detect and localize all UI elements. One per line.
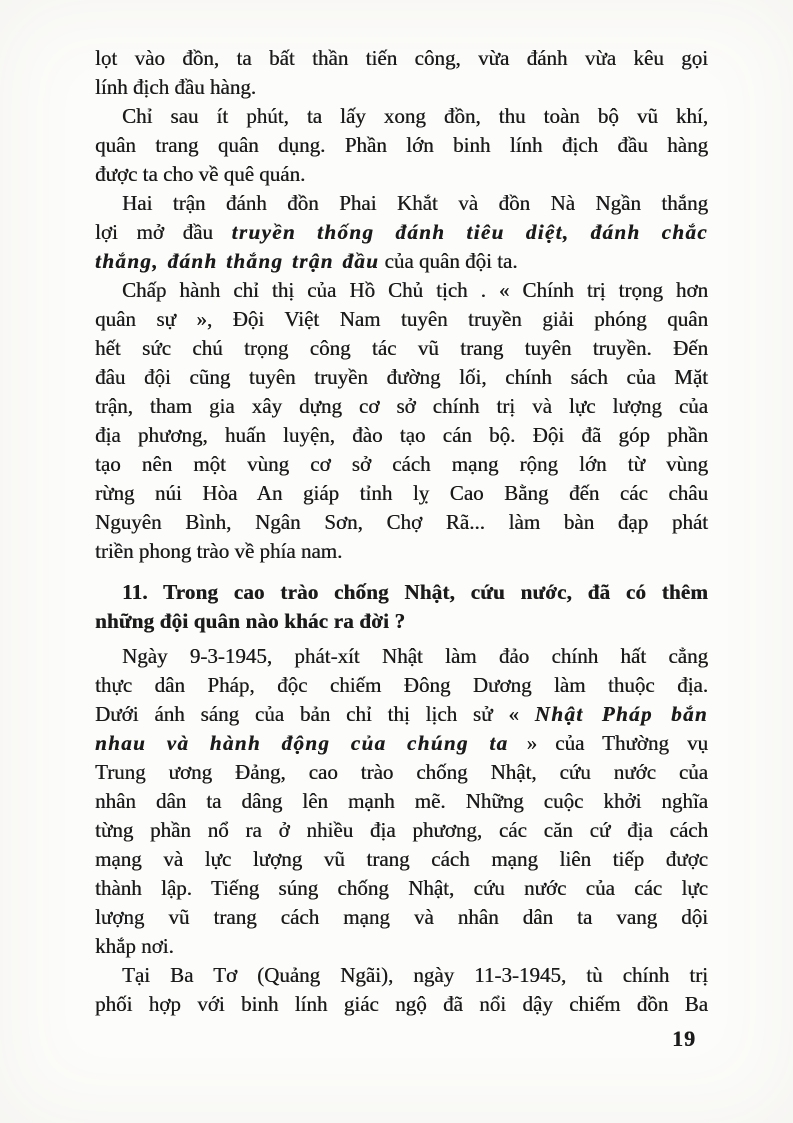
text-line: [95, 903, 708, 932]
body-text: phối hợp với binh lính giác ngộ đã nổi dậy chiếm đồn Ba: [95, 992, 708, 1016]
text-line: [95, 671, 708, 700]
question-heading-line: [95, 607, 708, 636]
body-text: lợi mở đầu: [95, 220, 232, 244]
body-text: Chỉ sau ít phút, ta lấy xong đồn, thu toàn bộ vũ khí,: [122, 104, 708, 128]
body-text: quân trang quân dụng. Phần lớn binh lính địch đầu hàng: [95, 133, 708, 157]
text-line: [95, 961, 708, 990]
body-text: triền phong trào về phía nam.: [95, 539, 343, 563]
text-line: [95, 189, 708, 218]
body-text: những đội quân nào khác ra đời ?: [95, 609, 406, 633]
emphasis-text: Nhật Pháp bắn: [534, 702, 708, 726]
body-text: Dưới ánh sáng của bản chỉ thị lịch sử «: [95, 702, 535, 726]
text-line: [95, 247, 708, 276]
text-line: [95, 758, 708, 787]
body-text: Trung ương Đảng, cao trào chống Nhật, cứu nước của: [95, 760, 708, 784]
text-line: [95, 218, 708, 247]
text-line: [95, 334, 708, 363]
body-text: hết sức chú trọng công tác vũ trang tuyên truyền. Đến: [95, 336, 708, 360]
text-line: [95, 421, 708, 450]
text-line: [95, 131, 708, 160]
body-text: đâu đội cũng tuyên truyền đường lối, chính sách của Mặt: [95, 365, 708, 389]
text-line: [95, 729, 708, 758]
body-text: địa phương, huấn luyện, đào tạo cán bộ. Đội đã góp phần: [95, 423, 708, 447]
body-text: của quân đội ta.: [379, 249, 518, 273]
text-line: [95, 479, 708, 508]
page-number: 19: [672, 1026, 696, 1051]
body-text: 11. Trong cao trào chống Nhật, cứu nước, đã có thêm: [122, 580, 708, 604]
body-text: thành lập. Tiếng súng chống Nhật, cứu nước của các lực: [95, 876, 708, 900]
text-line: [95, 508, 708, 537]
text-block: [95, 44, 708, 1019]
body-text: Ngày 9-3-1945, phát-xít Nhật làm đảo chính hất cẳng: [122, 644, 708, 668]
body-text: tạo nên một vùng cơ sở cách mạng rộng lớn từ vùng: [95, 452, 708, 476]
text-line: [95, 874, 708, 903]
body-text: lượng vũ trang cách mạng và nhân dân ta vang dội: [95, 905, 708, 929]
body-text: rừng núi Hòa An giáp tỉnh lỵ Cao Bằng đến các châu: [95, 481, 708, 505]
text-line: [95, 102, 708, 131]
body-text: khắp nơi.: [95, 934, 174, 958]
body-text: Chấp hành chỉ thị của Hồ Chủ tịch . « Chính trị trọng hơn: [122, 278, 708, 302]
text-line: [95, 44, 708, 73]
text-line: [95, 160, 708, 189]
body-text: nhân dân ta dâng lên mạnh mẽ. Những cuộc khởi nghĩa: [95, 789, 708, 813]
body-text: lọt vào đồn, ta bất thần tiến công, vừa đánh vừa kêu gọi: [95, 46, 708, 70]
body-text: trận, tham gia xây dựng cơ sở chính trị và lực lượng của: [95, 394, 708, 418]
text-line: [95, 700, 708, 729]
text-line: [95, 816, 708, 845]
body-text: Tại Ba Tơ (Quảng Ngãi), ngày 11-3-1945, tù chính trị: [122, 963, 708, 987]
text-line: [95, 787, 708, 816]
text-line: [95, 73, 708, 102]
body-text: quân sự », Đội Việt Nam tuyên truyền giải phóng quân: [95, 307, 708, 331]
text-line: [95, 537, 708, 566]
emphasis-text: truyền thống đánh tiêu diệt, đánh chắc: [231, 220, 708, 244]
body-text: mạng và lực lượng vũ trang cách mạng liên tiếp được: [95, 847, 708, 871]
body-text: » của Thường vụ: [508, 731, 708, 755]
emphasis-text: nhau và hành động của chúng ta: [95, 731, 509, 755]
text-line: [95, 990, 708, 1019]
text-line: [95, 450, 708, 479]
text-line: [95, 845, 708, 874]
text-line: [95, 276, 708, 305]
body-text: thực dân Pháp, độc chiếm Đông Dương làm thuộc địa.: [95, 673, 708, 697]
text-line: [95, 363, 708, 392]
question-heading-line: [95, 578, 708, 607]
body-text: Nguyên Bình, Ngân Sơn, Chợ Rã... làm bàn đạp phát: [95, 510, 708, 534]
body-text: từng phần nổ ra ở nhiều địa phương, các căn cứ địa cách: [95, 818, 708, 842]
text-line: [95, 305, 708, 334]
body-text: Hai trận đánh đồn Phai Khắt và đồn Nà Ngần thắng: [122, 191, 708, 215]
body-text: được ta cho về quê quán.: [95, 162, 306, 186]
emphasis-text: thắng, đánh thắng trận đầu: [95, 249, 380, 273]
body-text: lính địch đầu hàng.: [95, 75, 256, 99]
text-line: [95, 392, 708, 421]
text-line: [95, 932, 708, 961]
text-line: [95, 642, 708, 671]
